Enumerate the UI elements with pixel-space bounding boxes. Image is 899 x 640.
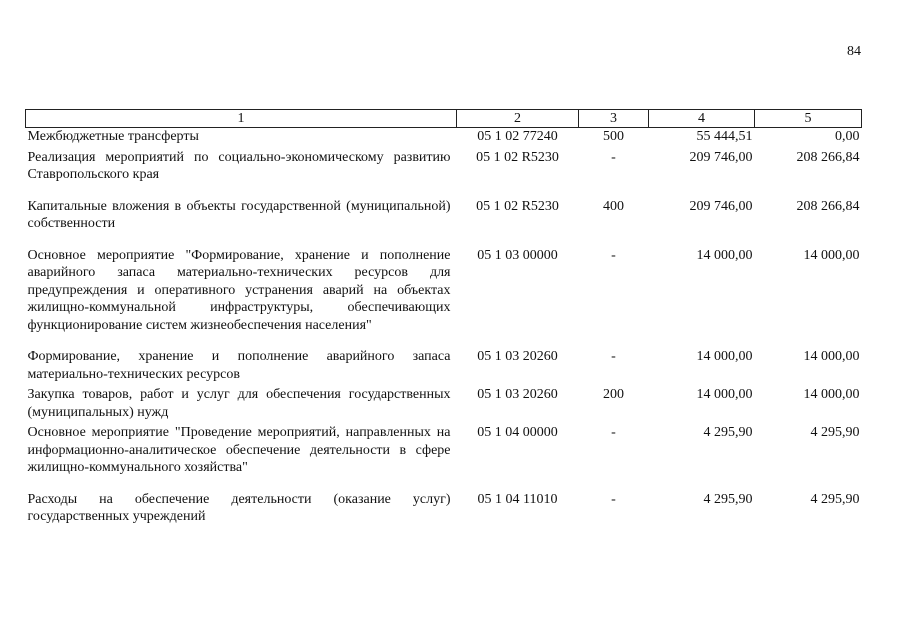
header-col-4: 4 [649, 110, 755, 128]
table-row [26, 424, 862, 491]
row-sum-2: 208 266,84 [796, 149, 860, 165]
table-row [26, 247, 862, 349]
table-row [26, 198, 862, 247]
row-sum-1: 209 746,00 [689, 198, 753, 214]
table-row [26, 149, 862, 198]
row-code: 05 1 02 77240 [477, 129, 558, 144]
row-code: 05 1 03 20260 [477, 387, 558, 402]
row-sum-1: 209 746,00 [689, 149, 753, 165]
row-sum-1: 55 444,51 [696, 129, 753, 144]
table-row [26, 128, 862, 149]
table-header [26, 110, 862, 128]
row-kvr: - [611, 425, 616, 440]
row-sum-2: 4 295,90 [810, 425, 860, 440]
row-kvr: - [611, 349, 616, 364]
row-sum-2: 208 266,84 [796, 198, 860, 214]
row-kvr: - [611, 247, 616, 263]
table-body [26, 128, 862, 529]
row-name: Реализация мероприятий по социально-экономическому развитию Ставропольского края [27, 149, 451, 182]
row-name: Формирование, хранение и пополнение аварийного запаса материально-технических ресурсов [27, 349, 451, 382]
row-code: 05 1 03 00000 [477, 247, 558, 263]
header-col-5: 5 [755, 110, 862, 128]
row-code: 05 1 02 R5230 [476, 198, 559, 214]
row-sum-2: 14 000,00 [803, 387, 860, 402]
row-sum-2: 14 000,00 [803, 247, 860, 263]
row-sum-1: 14 000,00 [696, 349, 753, 364]
row-code: 05 1 03 20260 [477, 349, 558, 364]
row-kvr: - [611, 491, 616, 507]
table-header-row [26, 110, 862, 128]
header-col-1: 1 [26, 110, 457, 128]
row-sum-1: 14 000,00 [696, 387, 753, 402]
row-name: Основное мероприятие "Формирование, хранение и пополнение аварийного запаса материально-технических ресурсов для предупреждения и оперативного устранения аварий на объектах жилищно-коммунальной инфраструктуры, обеспечивающих функционирование систем жизнеобеспечения населения" [27, 247, 451, 333]
row-sum-1: 4 295,90 [703, 491, 753, 507]
table-row [26, 491, 862, 529]
row-kvr: - [611, 149, 616, 165]
row-name: Закупка товаров, работ и услуг для обеспечения государственных (муниципальных) нужд [27, 387, 451, 420]
row-code: 05 1 04 00000 [477, 425, 558, 440]
budget-table [25, 109, 862, 529]
row-kvr: 500 [603, 129, 624, 144]
row-sum-1: 14 000,00 [696, 247, 753, 263]
row-kvr: 400 [603, 198, 624, 214]
row-code: 05 1 04 11010 [477, 491, 558, 507]
row-sum-2: 4 295,90 [810, 491, 860, 507]
table-row [26, 348, 862, 386]
header-col-3: 3 [579, 110, 649, 128]
row-name: Основное мероприятие "Проведение мероприятий, направленных на информационно-аналитическое обеспечение деятельности в сфере жилищно-коммунального хозяйства" [27, 425, 451, 475]
header-col-2: 2 [457, 110, 579, 128]
page-number: 84 [847, 44, 861, 59]
row-sum-1: 4 295,90 [703, 425, 753, 440]
row-code: 05 1 02 R5230 [476, 149, 559, 165]
row-sum-2: 0,00 [835, 129, 860, 144]
row-sum-2: 14 000,00 [803, 349, 860, 364]
row-name: Межбюджетные трансферты [27, 129, 199, 144]
row-name: Расходы на обеспечение деятельности (оказание услуг) государственных учреждений [27, 491, 451, 524]
row-name: Капитальные вложения в объекты государственной (муниципальной) собственности [27, 198, 451, 231]
table-row [26, 386, 862, 424]
row-kvr: 200 [603, 387, 624, 402]
